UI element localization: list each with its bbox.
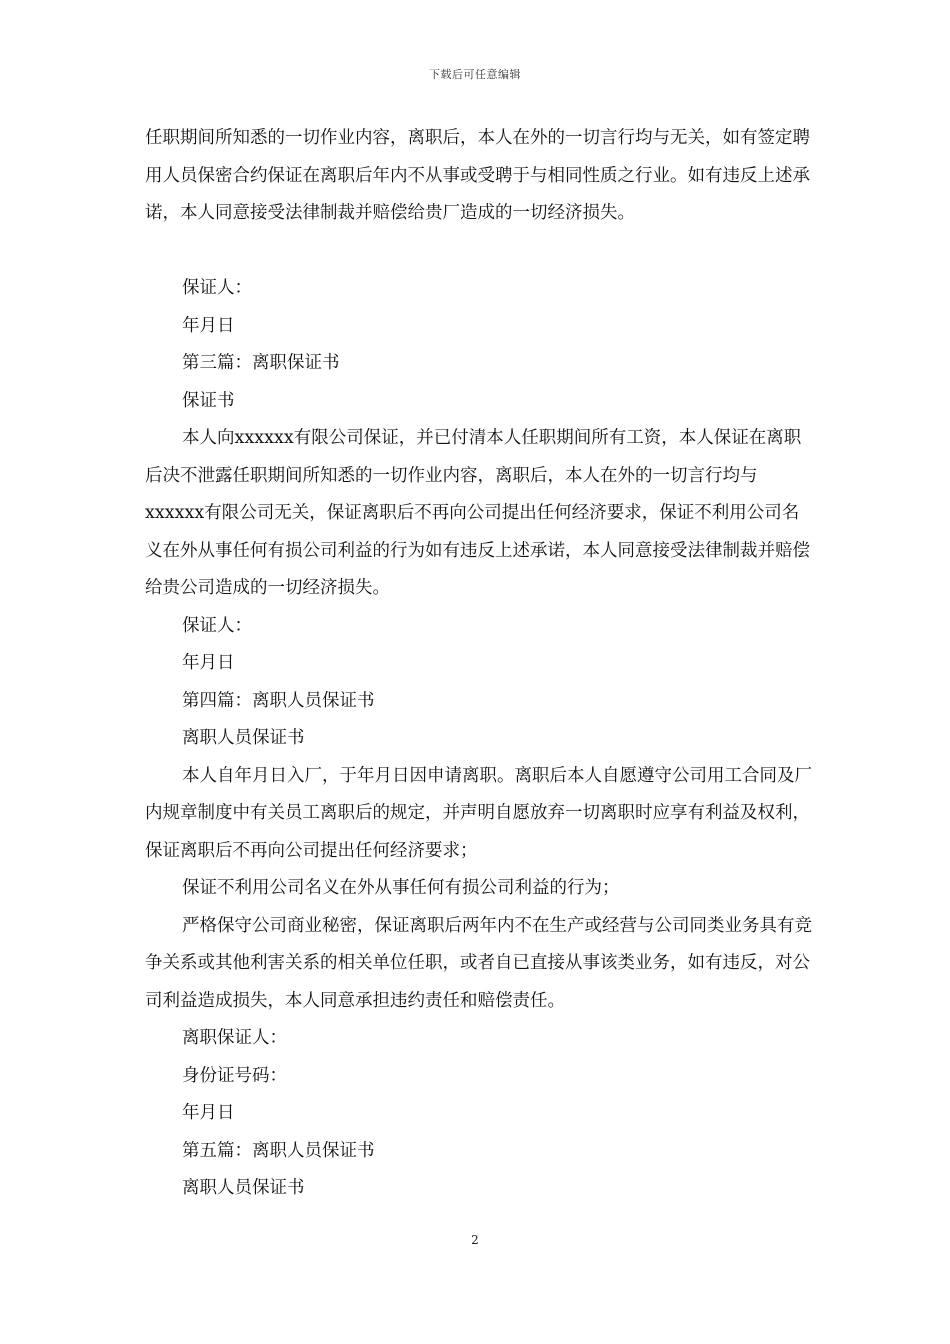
- id-number-line: 身份证号码：: [182, 1065, 287, 1086]
- continuation-paragraph: 任职期间所知悉的一切作业内容，离职后，本人在外的一切言行均与无关，如有签定聘用人员保密合约保证在离职后年内不从事或受聘于与相同性质之行业。如有违反上述承诺，本人同意接受法律制裁并赔偿给贵厂造成的一切经济损失。: [145, 128, 810, 223]
- date-line: 年月日: [182, 653, 235, 673]
- guarantor-line: 离职保证人：: [182, 1028, 287, 1048]
- guarantor-line: 保证人：: [182, 278, 252, 298]
- blank-line: [145, 233, 813, 271]
- date-line: 年月日: [182, 1103, 235, 1123]
- section-title-4: 第四篇：离职人员保证书: [182, 690, 375, 711]
- date-line: 年月日: [182, 315, 235, 336]
- document-title: 离职人员保证书: [182, 728, 305, 748]
- body-paragraph: 保证不利用公司名义在外从事任何有损公司利益的行为；: [182, 878, 620, 898]
- body-paragraph: 本人向xxxxxx有限公司保证，并已付清本人任职期间所有工资，本人保证在离职后决不泄露任职期间所知悉的一切作业内容，离职后，本人在外的一切言行均与xxxxxx有限公司无关，保证离职后不再向公司提出任何经济要求，保证不利用公司名义在外从事任何有损公司利益的行为如有违反上述承诺，本人同意接受法律制裁并赔偿给贵公司造成的一切经济损失。: [145, 428, 810, 598]
- document-title: 离职人员保证书: [182, 1178, 305, 1198]
- body-paragraph: 本人自年月日入厂，于年月日因申请离职。离职后本人自愿遵守公司用工合同及厂内规章制度中有关员工离职后的规定，并声明自愿放弃一切离职时应享有利益及权利，保证离职后不再向公司提出任何经济要求；: [145, 765, 812, 861]
- document-body: [145, 120, 813, 1208]
- section-title-3: 第三篇：离职保证书: [182, 353, 340, 373]
- body-paragraph: 严格保守公司商业秘密，保证离职后两年内不在生产或经营与公司同类业务具有竞争关系或其他利害关系的相关单位任职，或者自已直接从事该类业务，如有违反，对公司利益造成损失，本人同意承担违约责任和赔偿责任。: [145, 915, 812, 1011]
- page-number: 2: [471, 1233, 479, 1247]
- document-title: 保证书: [182, 390, 235, 411]
- guarantor-line: 保证人：: [182, 615, 252, 636]
- page-header: 下载后可任意编辑: [429, 68, 521, 81]
- section-title-5: 第五篇：离职人员保证书: [182, 1140, 375, 1161]
